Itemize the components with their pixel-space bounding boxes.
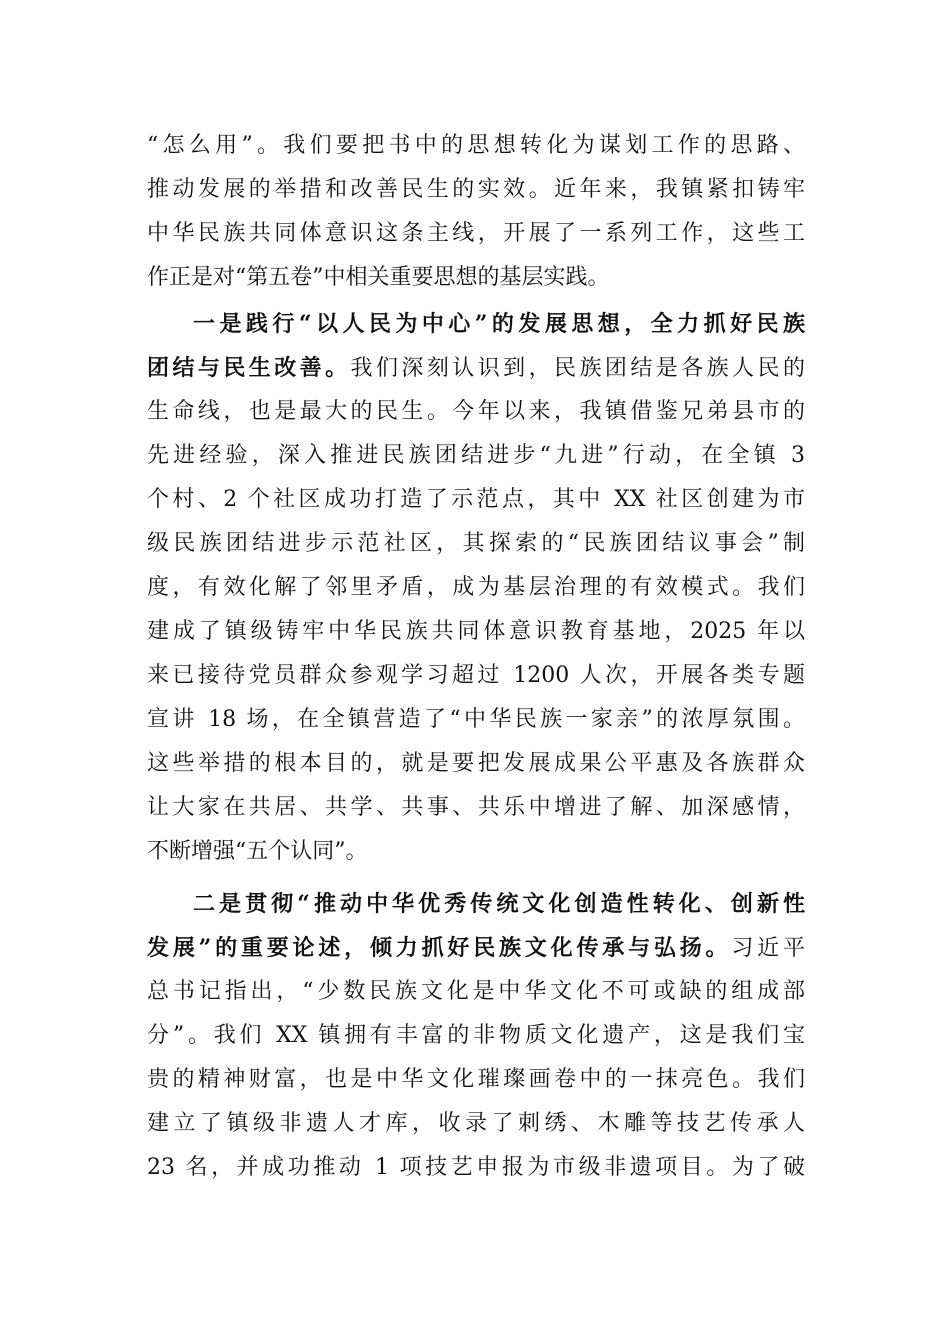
bold-heading-text: 二是贯彻“推动中华优秀传统文化创造性转化、创新性 (193, 891, 805, 917)
text-line (147, 522, 805, 566)
body-text: 度，有效化解了邻里矛盾，成为基层治理的有效模式。我们 (147, 575, 805, 600)
text-line (147, 742, 805, 786)
body-text: 不断增强“五个认同”。 (147, 839, 368, 864)
body-text: 习近平 (731, 936, 805, 961)
text-line (147, 478, 805, 522)
body-text: 23 名，并成功推动 1 项技艺申报为市级非遗项目。为了破 (147, 1155, 805, 1180)
text-line (147, 434, 805, 478)
body-text: 生命线，也是最大的民生。今年以来，我镇借鉴兄弟县市的 (147, 399, 805, 424)
body-text: 贵的精神财富，也是中华文化璀璨画卷中的一抹亮色。我们 (147, 1067, 805, 1092)
text-line (147, 566, 805, 610)
document-page (147, 124, 805, 1190)
text-line (147, 1146, 805, 1190)
text-line (147, 1014, 805, 1058)
text-line (147, 926, 805, 970)
text-line (147, 654, 805, 698)
body-text: 来已接待党员群众参观学习超过 1200 人次，开展各类专题 (147, 663, 805, 688)
body-text: 建立了镇级非遗人才库，收录了刺绣、木雕等技艺传承人 (147, 1111, 805, 1136)
text-line (147, 256, 805, 300)
paragraph (147, 124, 805, 300)
text-line (147, 168, 805, 212)
text-line (147, 970, 805, 1014)
text-line (147, 1058, 805, 1102)
text-line (147, 830, 805, 874)
body-text: 总书记指出，“少数民族文化是中华文化不可或缺的组成部 (147, 979, 805, 1004)
text-line (147, 302, 805, 346)
body-text: 建成了镇级铸牢中华民族共同体意识教育基地，2025 年以 (147, 619, 805, 644)
paragraph (147, 882, 805, 1190)
bold-heading-text: 团结与民生改善。 (147, 355, 351, 381)
text-line (147, 212, 805, 256)
bold-heading-text: 发展”的重要论述，倾力抓好民族文化传承与弘扬。 (147, 935, 732, 961)
bold-heading-text: 一是践行“以人民为中心”的发展思想，全力抓好民族 (193, 311, 805, 337)
body-text: 先进经验，深入推进民族团结进步“九进”行动，在全镇 3 (147, 443, 805, 468)
text-line (147, 1102, 805, 1146)
paragraph (147, 302, 805, 874)
body-text: 我们深刻认识到，民族团结是各族人民的 (350, 356, 805, 381)
text-line (147, 346, 805, 390)
text-line (147, 124, 805, 168)
text-line (147, 610, 805, 654)
text-line (147, 390, 805, 434)
text-line (147, 882, 805, 926)
body-text: 推动发展的举措和改善民生的实效。近年来，我镇紧扣铸牢 (147, 177, 805, 202)
body-text: 作正是对“第五卷”中相关重要思想的基层实践。 (147, 265, 610, 290)
body-text: 宣讲 18 场，在全镇营造了“中华民族一家亲”的浓厚氛围。 (147, 707, 805, 732)
body-text: 让大家在共居、共学、共事、共乐中增进了解、加深感情， (147, 795, 805, 820)
body-text: “怎么用”。我们要把书中的思想转化为谋划工作的思路、 (147, 133, 805, 158)
text-line (147, 786, 805, 830)
body-text: 中华民族共同体意识这条主线，开展了一系列工作，这些工 (147, 221, 805, 246)
body-text: 级民族团结进步示范社区，其探索的“民族团结议事会”制 (147, 531, 805, 556)
body-text: 分”。我们 XX 镇拥有丰富的非物质文化遗产，这是我们宝 (147, 1023, 805, 1048)
body-text: 这些举措的根本目的，就是要把发展成果公平惠及各族群众 (147, 751, 805, 776)
body-text: 个村、2 个社区成功打造了示范点，其中 XX 社区创建为市 (147, 487, 805, 512)
text-line (147, 698, 805, 742)
